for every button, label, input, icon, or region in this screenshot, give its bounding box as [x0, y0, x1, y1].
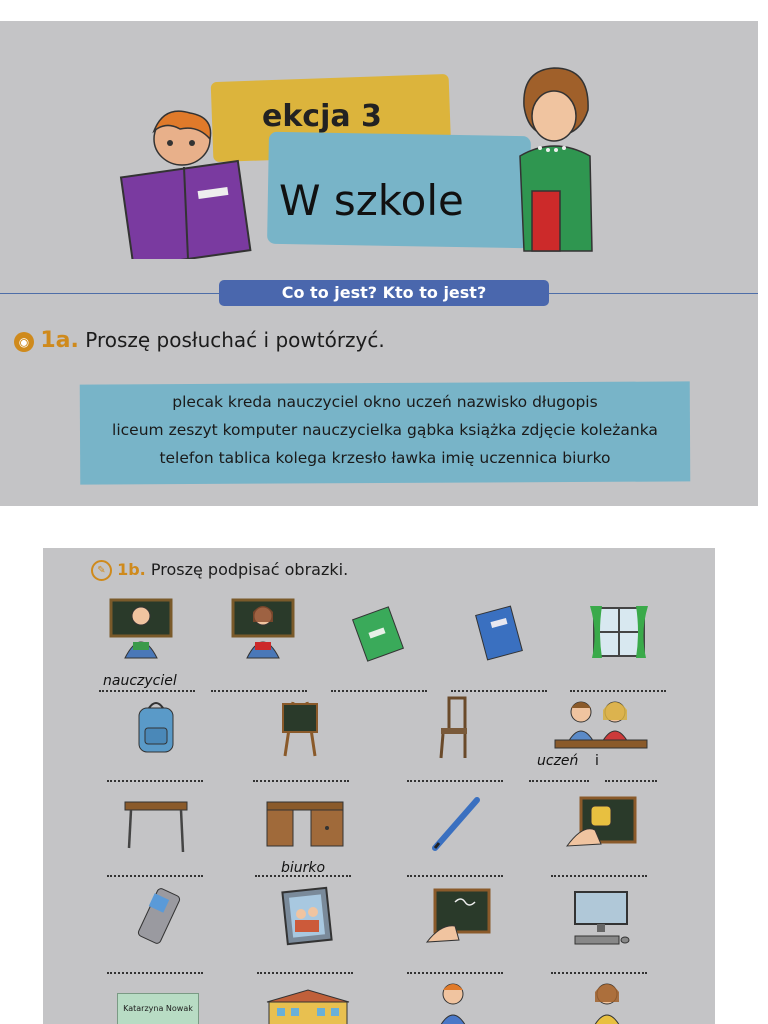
exercise-1a-instruction: Proszę posłuchać i powtórzyć.: [85, 328, 385, 352]
boy-student-picture: [433, 982, 473, 1024]
answer-line-3[interactable]: [331, 676, 427, 692]
family-photo-picture: [279, 886, 335, 948]
pencil-icon[interactable]: ✎: [91, 560, 112, 581]
answer-student: uczeń: [537, 753, 579, 769]
answer-line-17[interactable]: [551, 958, 647, 974]
answer-line-15[interactable]: [257, 958, 353, 974]
answer-connector: i: [595, 753, 599, 769]
answer-line-1[interactable]: [99, 676, 195, 692]
headphones-icon[interactable]: ◉: [14, 332, 34, 352]
boy-reading-illustration: [118, 109, 253, 259]
mobile-phone-picture: [135, 886, 185, 948]
male-teacher-picture: [109, 598, 173, 662]
vocab-line-3: telefon tablica kolega krzesło ławka imię uczennica biurko: [159, 449, 611, 467]
lesson-title: W szkole: [279, 176, 464, 225]
answer-line-9b[interactable]: [605, 766, 657, 782]
answer-line-14[interactable]: [107, 958, 203, 974]
answer-line-13[interactable]: [551, 861, 647, 877]
pen-picture: [429, 794, 485, 854]
exercise-1a-heading: [14, 328, 385, 353]
section-pill: Co to jest? Kto to jest?: [219, 280, 549, 306]
answer-line-9a[interactable]: [529, 766, 589, 782]
school-bench-picture: [123, 798, 189, 854]
answer-line-12[interactable]: [407, 861, 503, 877]
backpack-picture: [133, 698, 179, 758]
answer-line-10[interactable]: [107, 861, 203, 877]
chair-picture: [435, 696, 475, 760]
lesson-label: ekcja 3: [262, 99, 382, 134]
answer-line-16[interactable]: [407, 958, 503, 974]
window-picture: [588, 602, 650, 662]
green-notebook-picture: [351, 606, 411, 662]
answer-line-2[interactable]: [211, 676, 307, 692]
exercise-1b-heading: [91, 560, 348, 581]
answer-line-5[interactable]: [570, 676, 666, 692]
blue-book-picture: [471, 604, 531, 664]
teacher-woman-illustration: [510, 66, 600, 266]
name-card-picture: Katarzyna Nowak: [117, 993, 199, 1024]
sponge-on-board-picture: [565, 794, 639, 850]
answer-line-8[interactable]: [407, 766, 503, 782]
answer-line-6[interactable]: [107, 766, 203, 782]
lesson-header-panel: [0, 21, 758, 506]
exercise-1b-instruction: Proszę podpisać obrazki.: [150, 560, 349, 579]
girl-student-picture: [587, 982, 627, 1024]
vocab-line-1: plecak kreda nauczyciel okno uczeń nazwisko długopis: [172, 393, 598, 411]
female-teacher-picture: [231, 598, 295, 662]
school-building-picture: [265, 988, 351, 1024]
vocab-line-2: liceum zeszyt komputer nauczycielka gąbka książka zdjęcie koleżanka: [112, 421, 658, 439]
desk-picture: [265, 798, 345, 854]
answer-line-11[interactable]: [255, 861, 351, 877]
chalkboard-writing-picture: [425, 886, 491, 946]
answer-line-7[interactable]: [253, 766, 349, 782]
chalkboard-easel-picture: [275, 698, 325, 758]
answer-line-4[interactable]: [451, 676, 547, 692]
exercise-1b-panel: [43, 548, 715, 1024]
exercise-1a-number: 1a.: [40, 328, 79, 353]
computer-picture: [571, 888, 631, 948]
answer-teacher: nauczyciel: [103, 673, 177, 689]
students-at-desk-picture: [553, 696, 649, 756]
exercise-1b-number: 1b.: [117, 560, 146, 579]
answer-desk: biurko: [281, 860, 326, 876]
